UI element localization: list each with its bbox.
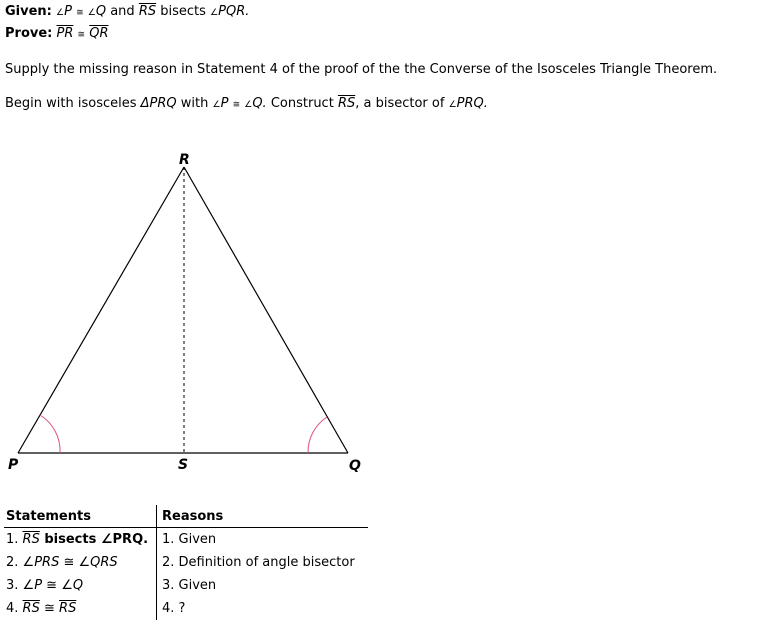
segment-rs: $\overline{RS}$: [337, 96, 356, 111]
proof-row: [4, 597, 368, 620]
reasons-header: Reasons: [157, 505, 369, 528]
proof-row: [4, 574, 368, 597]
angle-arc-p: [40, 415, 60, 453]
proof-table: [4, 505, 368, 620]
label-q: Q: [349, 458, 361, 474]
construction-text: Begin with isosceles ΔPRQ with ∠P ≅ ∠Q. Construct $\overline{RS}$, a bisector of ∠PRQ.: [5, 96, 488, 111]
segment-rs: $\overline{RS}$: [22, 601, 40, 616]
angle-icon: ∠: [56, 8, 65, 18]
instruction-text: Supply the missing reason in Statement 4 of the proof of the the Converse of the Isosceles Triangle Theorem.: [5, 62, 718, 77]
angle-icon: ∠: [448, 100, 457, 110]
segment-pr: $\overline{PR}$: [56, 26, 74, 41]
prove-line: Prove: $\overline{PR}$ ≅ $\overline{QR}$: [5, 26, 109, 41]
label-p: P: [8, 457, 19, 473]
angle-arc-q: [308, 417, 327, 453]
reason-4: 4. ?: [162, 601, 186, 616]
segment-rs: $\overline{RS}$: [22, 532, 40, 547]
label-r: R: [179, 152, 190, 168]
prove-label: Prove:: [5, 26, 53, 41]
proof-row: [4, 528, 368, 552]
given-label: Given:: [5, 4, 52, 19]
statements-header: Statements: [4, 505, 157, 528]
side-rq: [184, 167, 348, 453]
reason-2: 2. Definition of angle bisector: [162, 555, 355, 570]
angle-icon: ∠: [244, 100, 253, 110]
angle-icon: ∠: [212, 100, 221, 110]
segment-rs: $\overline{RS}$: [59, 601, 77, 616]
angle-icon: ∠: [87, 8, 96, 18]
reason-1: 1. Given: [162, 532, 217, 547]
statement-3: 3. ∠P ≅ ∠Q: [4, 574, 157, 597]
side-pr: [18, 167, 184, 453]
statement-1: 1. $\overline{RS}$ bisects ∠PRQ.: [4, 528, 157, 552]
statement-2: 2. ∠PRS ≅ ∠QRS: [4, 551, 157, 574]
proof-header-row: [4, 505, 368, 528]
proof-row: [4, 551, 368, 574]
label-s: S: [178, 457, 189, 473]
reason-3: 3. Given: [162, 578, 217, 593]
segment-rs: $\overline{RS}$: [138, 4, 157, 19]
segment-qr: $\overline{QR}$: [89, 26, 109, 41]
angle-icon: ∠: [210, 8, 219, 18]
statement-4: 4. $\overline{RS}$ ≅ $\overline{RS}$: [4, 597, 157, 620]
triangle-figure: [0, 140, 380, 485]
given-line: Given: ∠P ≅ ∠Q and $\overline{RS}$ bisects ∠PQR.: [5, 4, 250, 19]
